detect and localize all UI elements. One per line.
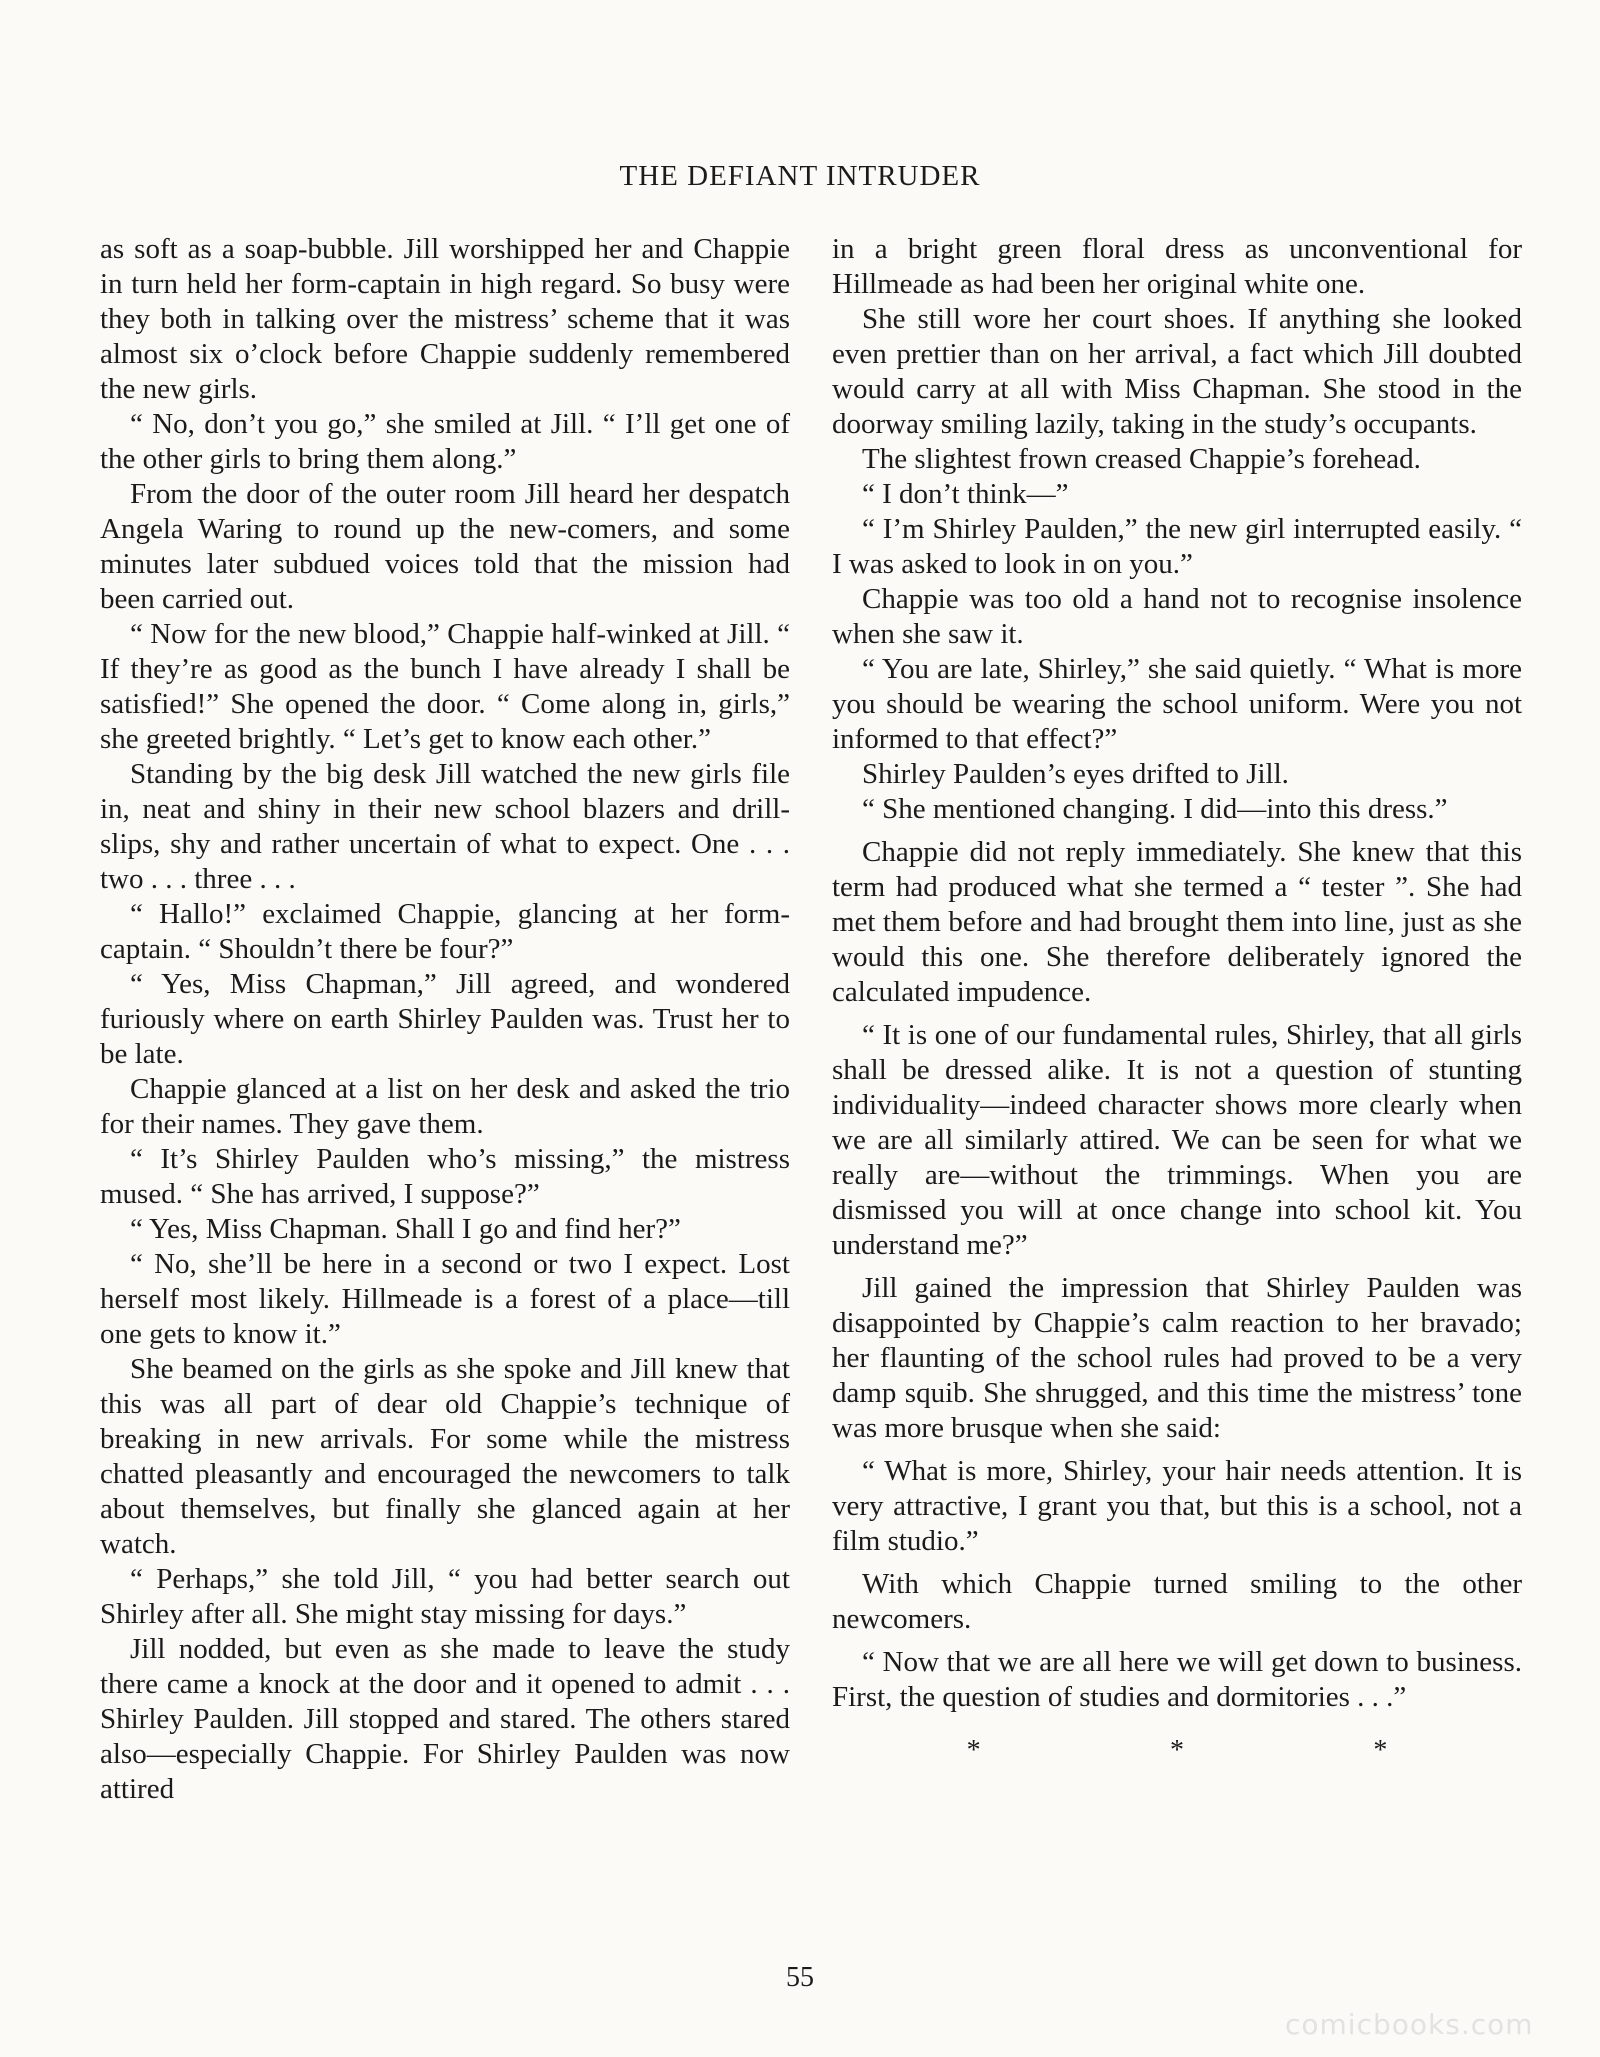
paragraph: “ You are late, Shirley,” she said quietly. “ What is more you should be wearing the school uniform. Were you not informed to that effect?” — [832, 653, 1522, 755]
paragraph: She beamed on the girls as she spoke and Jill knew that this was all part of dear old Chappie’s technique of breaking in new arrivals. For some while the mistress chatted pleasantly and encouraged the newcomers to talk about themselves, but finally she glanced again at her watch. — [100, 1353, 790, 1560]
paragraph: “ She mentioned changing. I did—into this dress.” — [862, 793, 1448, 825]
running-header: THE DEFIANT INTRUDER — [619, 160, 981, 192]
page-number: 55 — [786, 1962, 814, 1993]
paragraph: “ No, she’ll be here in a second or two I expect. Lost herself most likely. Hillmeade is a forest of a place—till one gets to know it.” — [100, 1248, 790, 1350]
paragraph: “ No, don’t you go,” she smiled at Jill. “ I’ll get one of the other girls to bring them along.” — [100, 408, 790, 475]
right-column — [832, 232, 1522, 1768]
paragraph: She still wore her court shoes. If anything she looked even prettier than on her arrival, a fact which Jill doubted would carry at all with Miss Chapman. She stood in the doorway smiling lazily, taking in the study’s occupants. — [832, 303, 1522, 440]
paragraph: “ It is one of our fundamental rules, Shirley, that all girls shall be dressed alike. It is not a question of stunting individuality—indeed character shows more clearly when we are all similarly attired. We can be seen for what we really are—without the trimmings. When you are dismissed you will at once change into school kit. You understand me?” — [832, 1019, 1522, 1261]
left-column — [100, 232, 790, 1807]
paragraph: in a bright green floral dress as unconventional for Hillmeade as had been her original white one. — [832, 233, 1522, 300]
paragraph: Jill gained the impression that Shirley Paulden was disappointed by Chappie’s calm reaction to her bravado; her flaunting of the school rules had proved to be a very damp squib. She shrugged, and this time the mistress’ tone was more brusque when she said: — [832, 1272, 1522, 1444]
paragraph: “ It’s Shirley Paulden who’s missing,” the mistress mused. “ She has arrived, I suppose?” — [100, 1143, 790, 1210]
paragraph: From the door of the outer room Jill heard her despatch Angela Waring to round up the new-comers, and some minutes later subdued voices told that the mission had been carried out. — [100, 478, 790, 615]
asterisk: * — [1169, 1735, 1184, 1766]
paragraph: Jill nodded, but even as she made to leave the study there came a knock at the door and it opened to admit . . . Shirley Paulden. Jill stopped and stared. The others stared also—especially Chappie. For Shirley Paulden was now attired — [100, 1633, 790, 1805]
paragraph: Chappie did not reply immediately. She knew that this term had produced what she termed a “ tester ”. She had met them before and had brought them into line, just as she would this one. She therefore deliberately ignored the calculated impudence. — [832, 836, 1522, 1008]
paragraph: Chappie was too old a hand not to recognise insolence when she saw it. — [832, 583, 1522, 650]
paragraph: The slightest frown creased Chappie’s forehead. — [862, 443, 1421, 475]
paragraph: “ I’m Shirley Paulden,” the new girl interrupted easily. “ I was asked to look in on you.” — [832, 513, 1522, 580]
paragraph: “ Hallo!” exclaimed Chappie, glancing at her form-captain. “ Shouldn’t there be four?” — [100, 898, 790, 965]
paragraph: With which Chappie turned smiling to the other newcomers. — [832, 1568, 1522, 1635]
paragraph: “ Now for the new blood,” Chappie half-winked at Jill. “ If they’re as good as the bunch I have already I shall be satisfied!” She opened the door. “ Come along in, girls,” she greeted brightly. “ Let’s get to know each other.” — [100, 618, 790, 755]
paragraph: Chappie glanced at a list on her desk and asked the trio for their names. They gave them. — [100, 1073, 790, 1140]
paragraph: “ Perhaps,” she told Jill, “ you had better search out Shirley after all. She might stay missing for days.” — [100, 1563, 790, 1630]
paragraph: “ I don’t think—” — [862, 478, 1069, 510]
paragraph: “ Yes, Miss Chapman,” Jill agreed, and wondered furiously where on earth Shirley Paulden was. Trust her to be late. — [100, 968, 790, 1070]
paragraph: Shirley Paulden’s eyes drifted to Jill. — [862, 758, 1289, 790]
paragraph: Standing by the big desk Jill watched the new girls file in, neat and shiny in their new school blazers and drill-slips, shy and rather uncertain of what to expect. One . . . two . . . three . . . — [100, 758, 790, 895]
paragraph: “ Yes, Miss Chapman. Shall I go and find her?” — [130, 1213, 681, 1245]
section-break — [832, 1733, 1522, 1768]
paragraph: “ Now that we are all here we will get down to business. First, the question of studies and dormitories . . .” — [832, 1646, 1522, 1713]
asterisk: * — [966, 1735, 981, 1766]
asterisk: * — [1373, 1735, 1388, 1766]
watermark: comicbooks.com — [1285, 2008, 1534, 2041]
paragraph: “ What is more, Shirley, your hair needs attention. It is very attractive, I grant you that, but this is a school, not a film studio.” — [832, 1455, 1522, 1557]
paragraph: as soft as a soap-bubble. Jill worshipped her and Chappie in turn held her form-captain in high regard. So busy were they both in talking over the mistress’ scheme that it was almost six o’clock before Chappie suddenly remembered the new girls. — [100, 233, 790, 405]
